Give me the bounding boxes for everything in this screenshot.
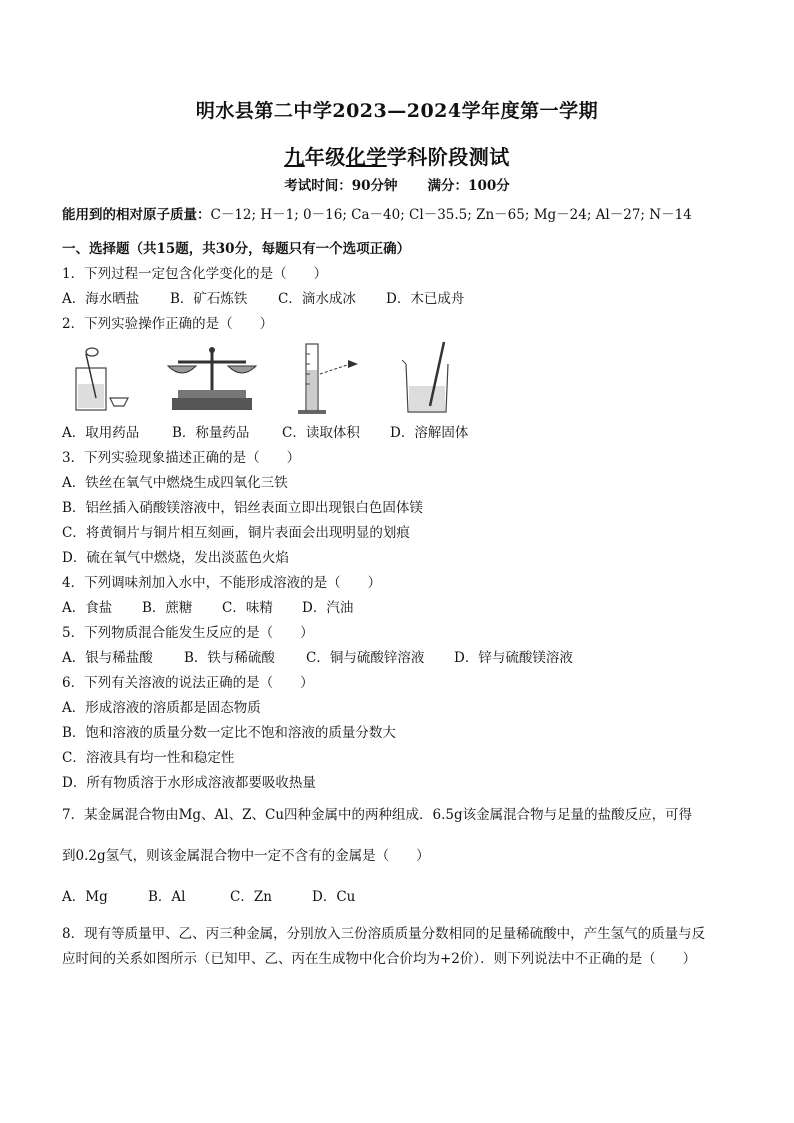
question-stem: 5．下列物质混合能发生反应的是（ ） bbox=[62, 625, 314, 641]
option: D．Cu bbox=[312, 889, 356, 905]
option: D．溶解固体 bbox=[390, 425, 469, 441]
option: B．称量药品 bbox=[172, 425, 250, 441]
question-options bbox=[62, 599, 353, 617]
take-reagent-figure bbox=[66, 340, 148, 420]
question-stem: 4．下列调味剂加入水中，不能形成溶液的是（ ） bbox=[62, 575, 382, 591]
read-volume-figure bbox=[286, 340, 376, 420]
question-stem-cont: 应时间的关系如图所示（已知甲、乙、丙在生成物中化合价均为+2价）．则下列说法中不正确的是（ ） bbox=[62, 951, 697, 967]
option: C．铜与硫酸锌溶液 bbox=[306, 650, 425, 666]
option: C．读取体积 bbox=[282, 425, 360, 441]
question-options bbox=[62, 424, 468, 442]
atomic-masses-values: C－12; H－1; 0－16; Ca－40; Cl－35.5; Zn－65; Mg－24; Al－27; N－14 bbox=[210, 207, 692, 223]
exam-title-subject: 化学 bbox=[345, 145, 387, 169]
exam-title-grade: 九 bbox=[284, 145, 305, 169]
option: B．Al bbox=[148, 889, 186, 905]
dissolve-figure bbox=[400, 340, 470, 420]
school-title: 明水县第二中学2023—2024学年度第一学期 bbox=[195, 100, 599, 122]
question-option: C．将黄铜片与铜片相互刻画，铜片表面会出现明显的划痕 bbox=[62, 525, 410, 541]
question-stem: 2．下列实验操作正确的是（ ） bbox=[62, 316, 274, 332]
exam-title bbox=[0, 141, 794, 170]
exam-title-suffix: 学科阶段测试 bbox=[386, 145, 510, 169]
question-stem-cont: 到0.2g氢气，则该金属混合物中一定不含有的金属是（ ） bbox=[62, 848, 430, 864]
option: A．银与稀盐酸 bbox=[62, 650, 153, 666]
exam-time: 考试时间：90分钟 bbox=[284, 178, 398, 194]
question-stem: 6．下列有关溶液的说法正确的是（ ） bbox=[62, 675, 314, 691]
option: C．味精 bbox=[222, 600, 273, 616]
option: D．木已成舟 bbox=[386, 291, 465, 307]
option: C．滴水成冰 bbox=[278, 291, 356, 307]
question-option: C．溶液具有均一性和稳定性 bbox=[62, 750, 235, 766]
option: D．汽油 bbox=[302, 600, 354, 616]
question-stem: 3．下列实验现象描述正确的是（ ） bbox=[62, 450, 301, 466]
option: B．蔗糖 bbox=[142, 600, 193, 616]
balance-figure bbox=[164, 340, 260, 420]
option: A．取用药品 bbox=[62, 425, 140, 441]
exam-score: 满分：100分 bbox=[427, 178, 510, 194]
question-option: B．饱和溶液的质量分数一定比不饱和溶液的质量分数大 bbox=[62, 725, 396, 741]
question-option: D．所有物质溶于水形成溶液都要吸收热量 bbox=[62, 775, 316, 791]
question-stem: 8．现有等质量甲、乙、丙三种金属，分别放入三份溶质质量分数相同的足量稀硫酸中，产生氢气的质量与反 bbox=[62, 926, 706, 942]
question-option: A．形成溶液的溶质都是固态物质 bbox=[62, 700, 261, 716]
atomic-masses-label: 能用到的相对原子质量： bbox=[62, 207, 211, 223]
question-options bbox=[62, 290, 464, 308]
exam-info bbox=[0, 174, 794, 194]
question-stem: 1．下列过程一定包含化学变化的是（ ） bbox=[62, 266, 328, 282]
atomic-masses bbox=[62, 206, 692, 224]
option: B．矿石炼铁 bbox=[170, 291, 248, 307]
question-option: A．铁丝在氧气中燃烧生成四氧化三铁 bbox=[62, 475, 288, 491]
lab-figures bbox=[66, 340, 466, 420]
section-heading: 一、选择题（共15题，共30分，每题只有一个选项正确） bbox=[62, 241, 411, 257]
question-option: D．硫在氧气中燃烧，发出淡蓝色火焰 bbox=[62, 550, 289, 566]
option: B．铁与稀硫酸 bbox=[184, 650, 275, 666]
option: C．Zn bbox=[230, 889, 272, 905]
option: A．海水晒盐 bbox=[62, 291, 140, 307]
option: D．锌与硫酸镁溶液 bbox=[454, 650, 573, 666]
question-options bbox=[62, 649, 573, 667]
question-stem: 7．某金属混合物由Mg、Al、Z、Cu四种金属中的两种组成．6.5g该金属混合物与足量的盐酸反应，可得 bbox=[62, 807, 693, 823]
question-option: B．铝丝插入硝酸镁溶液中，铝丝表面立即出现银白色固体镁 bbox=[62, 500, 423, 516]
option: A．食盐 bbox=[62, 600, 113, 616]
exam-title-grade-suffix: 年级 bbox=[304, 145, 346, 169]
option: A．Mg bbox=[62, 889, 108, 905]
question-options bbox=[62, 888, 355, 906]
